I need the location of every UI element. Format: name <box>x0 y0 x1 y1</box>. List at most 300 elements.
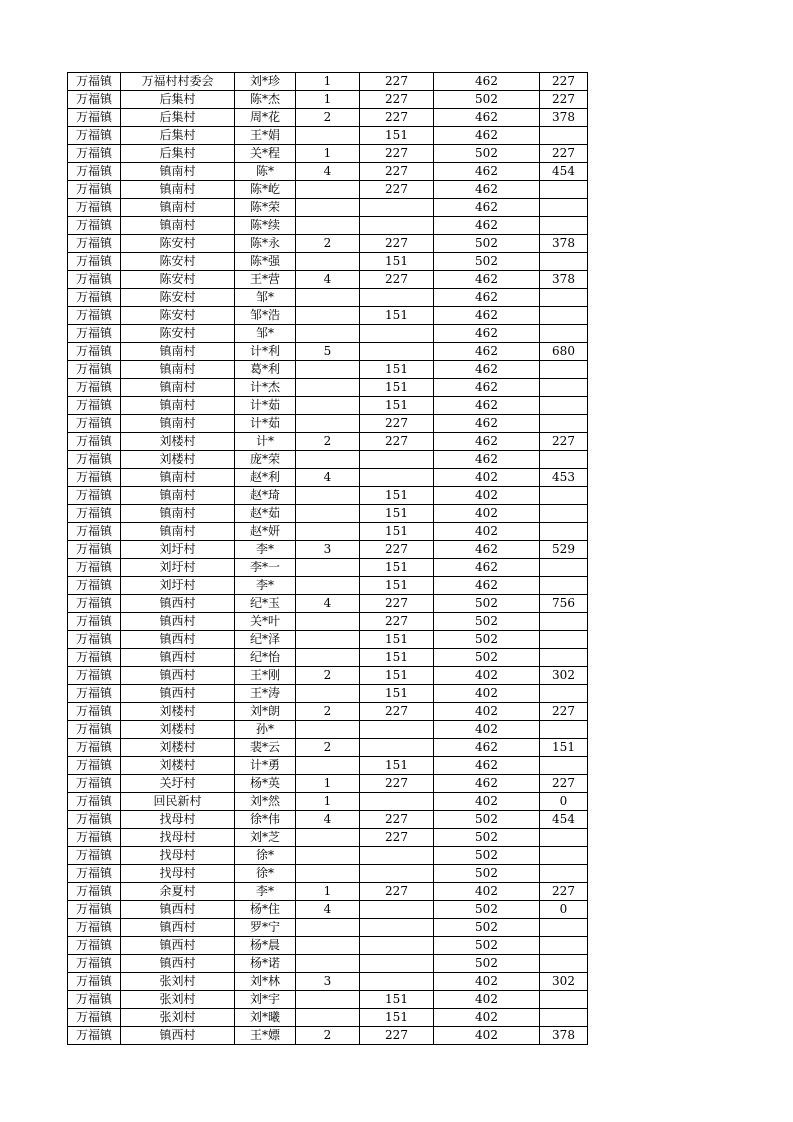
name-cell: 陈*强 <box>235 253 296 271</box>
amount-b-cell: 462 <box>434 361 540 379</box>
table-row <box>68 397 588 415</box>
table-row <box>68 181 588 199</box>
amount-a-cell: 227 <box>360 811 434 829</box>
amount-a-cell: 227 <box>360 181 434 199</box>
village-cell: 镇南村 <box>121 487 235 505</box>
amount-b-cell: 502 <box>434 847 540 865</box>
town-cell: 万福镇 <box>68 523 121 541</box>
village-cell: 刘楼村 <box>121 721 235 739</box>
amount-b-cell: 502 <box>434 235 540 253</box>
amount-b-cell: 402 <box>434 505 540 523</box>
table-row <box>68 901 588 919</box>
amount-a-cell <box>360 955 434 973</box>
village-cell: 镇西村 <box>121 649 235 667</box>
name-cell: 王*娟 <box>235 127 296 145</box>
amount-b-cell: 402 <box>434 469 540 487</box>
town-cell: 万福镇 <box>68 433 121 451</box>
amount-a-cell: 151 <box>360 649 434 667</box>
village-cell: 镇南村 <box>121 379 235 397</box>
table-row <box>68 307 588 325</box>
count-cell: 4 <box>296 901 360 919</box>
amount-c-cell <box>540 523 588 541</box>
table-row <box>68 145 588 163</box>
table-row <box>68 289 588 307</box>
table-row <box>68 577 588 595</box>
table-row <box>68 595 588 613</box>
table-row <box>68 541 588 559</box>
count-cell <box>296 721 360 739</box>
amount-a-cell <box>360 973 434 991</box>
name-cell: 王*刚 <box>235 667 296 685</box>
amount-a-cell: 227 <box>360 271 434 289</box>
town-cell: 万福镇 <box>68 829 121 847</box>
village-cell: 找母村 <box>121 865 235 883</box>
name-cell: 纪*怡 <box>235 649 296 667</box>
name-cell: 邹* <box>235 325 296 343</box>
table-row <box>68 253 588 271</box>
name-cell: 杨*住 <box>235 901 296 919</box>
town-cell: 万福镇 <box>68 649 121 667</box>
amount-b-cell: 402 <box>434 487 540 505</box>
town-cell: 万福镇 <box>68 865 121 883</box>
village-cell: 后集村 <box>121 109 235 127</box>
town-cell: 万福镇 <box>68 685 121 703</box>
name-cell: 纪*泽 <box>235 631 296 649</box>
amount-c-cell: 0 <box>540 793 588 811</box>
count-cell <box>296 199 360 217</box>
amount-c-cell <box>540 631 588 649</box>
count-cell: 1 <box>296 793 360 811</box>
name-cell: 李*一 <box>235 559 296 577</box>
amount-a-cell: 151 <box>360 577 434 595</box>
name-cell: 刘*宇 <box>235 991 296 1009</box>
count-cell: 5 <box>296 343 360 361</box>
town-cell: 万福镇 <box>68 487 121 505</box>
amount-b-cell: 402 <box>434 991 540 1009</box>
table-row <box>68 415 588 433</box>
town-cell: 万福镇 <box>68 397 121 415</box>
town-cell: 万福镇 <box>68 343 121 361</box>
table-row <box>68 109 588 127</box>
table-row <box>68 613 588 631</box>
count-cell: 1 <box>296 145 360 163</box>
name-cell: 邹* <box>235 289 296 307</box>
amount-c-cell <box>540 253 588 271</box>
table-row <box>68 1009 588 1027</box>
amount-c-cell: 378 <box>540 271 588 289</box>
village-cell: 后集村 <box>121 145 235 163</box>
name-cell: 陈*永 <box>235 235 296 253</box>
table-row <box>68 361 588 379</box>
amount-c-cell <box>540 649 588 667</box>
table-row <box>68 829 588 847</box>
name-cell: 庞*荣 <box>235 451 296 469</box>
village-cell: 陈安村 <box>121 271 235 289</box>
amount-b-cell: 462 <box>434 127 540 145</box>
amount-a-cell: 227 <box>360 829 434 847</box>
amount-b-cell: 402 <box>434 883 540 901</box>
name-cell: 王*涛 <box>235 685 296 703</box>
count-cell: 2 <box>296 433 360 451</box>
count-cell: 1 <box>296 883 360 901</box>
table-row <box>68 973 588 991</box>
count-cell: 3 <box>296 973 360 991</box>
name-cell: 计*利 <box>235 343 296 361</box>
amount-b-cell: 462 <box>434 307 540 325</box>
table-row <box>68 631 588 649</box>
amount-a-cell: 151 <box>360 361 434 379</box>
town-cell: 万福镇 <box>68 595 121 613</box>
name-cell: 徐*伟 <box>235 811 296 829</box>
count-cell <box>296 865 360 883</box>
amount-c-cell <box>540 937 588 955</box>
table-row <box>68 793 588 811</box>
count-cell <box>296 127 360 145</box>
amount-b-cell: 402 <box>434 721 540 739</box>
amount-a-cell: 227 <box>360 613 434 631</box>
town-cell: 万福镇 <box>68 901 121 919</box>
table-row <box>68 937 588 955</box>
amount-c-cell: 378 <box>540 109 588 127</box>
name-cell: 纪*玉 <box>235 595 296 613</box>
amount-b-cell: 402 <box>434 1027 540 1045</box>
amount-a-cell <box>360 343 434 361</box>
amount-c-cell <box>540 865 588 883</box>
village-cell: 找母村 <box>121 811 235 829</box>
count-cell: 2 <box>296 703 360 721</box>
town-cell: 万福镇 <box>68 307 121 325</box>
count-cell: 2 <box>296 235 360 253</box>
table-row <box>68 865 588 883</box>
amount-b-cell: 502 <box>434 829 540 847</box>
amount-c-cell <box>540 451 588 469</box>
village-cell: 镇西村 <box>121 919 235 937</box>
amount-c-cell <box>540 505 588 523</box>
table-row <box>68 757 588 775</box>
amount-a-cell: 151 <box>360 523 434 541</box>
count-cell <box>296 181 360 199</box>
amount-a-cell: 227 <box>360 433 434 451</box>
table-row <box>68 343 588 361</box>
amount-b-cell: 502 <box>434 955 540 973</box>
town-cell: 万福镇 <box>68 181 121 199</box>
amount-a-cell: 151 <box>360 559 434 577</box>
name-cell: 李* <box>235 577 296 595</box>
name-cell: 王*营 <box>235 271 296 289</box>
count-cell <box>296 829 360 847</box>
amount-c-cell: 302 <box>540 667 588 685</box>
amount-a-cell: 227 <box>360 1027 434 1045</box>
amount-a-cell: 151 <box>360 685 434 703</box>
amount-b-cell: 462 <box>434 163 540 181</box>
name-cell: 杨*英 <box>235 775 296 793</box>
amount-a-cell <box>360 901 434 919</box>
town-cell: 万福镇 <box>68 415 121 433</box>
amount-b-cell: 502 <box>434 937 540 955</box>
town-cell: 万福镇 <box>68 775 121 793</box>
amount-a-cell: 227 <box>360 163 434 181</box>
village-cell: 镇南村 <box>121 217 235 235</box>
table-row <box>68 955 588 973</box>
count-cell <box>296 631 360 649</box>
count-cell: 4 <box>296 271 360 289</box>
count-cell: 1 <box>296 91 360 109</box>
amount-b-cell: 462 <box>434 379 540 397</box>
table-row <box>68 91 588 109</box>
amount-c-cell: 453 <box>540 469 588 487</box>
amount-a-cell <box>360 325 434 343</box>
name-cell: 计*茹 <box>235 415 296 433</box>
count-cell: 4 <box>296 469 360 487</box>
town-cell: 万福镇 <box>68 937 121 955</box>
amount-c-cell <box>540 397 588 415</box>
table-row <box>68 775 588 793</box>
town-cell: 万福镇 <box>68 559 121 577</box>
village-cell: 关圩村 <box>121 775 235 793</box>
amount-a-cell <box>360 793 434 811</box>
amount-c-cell <box>540 307 588 325</box>
village-cell: 找母村 <box>121 829 235 847</box>
amount-c-cell: 227 <box>540 433 588 451</box>
count-cell <box>296 613 360 631</box>
town-cell: 万福镇 <box>68 703 121 721</box>
count-cell <box>296 307 360 325</box>
count-cell: 4 <box>296 163 360 181</box>
count-cell <box>296 415 360 433</box>
amount-c-cell <box>540 415 588 433</box>
amount-a-cell: 227 <box>360 415 434 433</box>
village-cell: 陈安村 <box>121 235 235 253</box>
town-cell: 万福镇 <box>68 631 121 649</box>
village-cell: 刘圩村 <box>121 541 235 559</box>
amount-b-cell: 462 <box>434 325 540 343</box>
amount-c-cell <box>540 757 588 775</box>
amount-a-cell <box>360 199 434 217</box>
table-row <box>68 271 588 289</box>
town-cell: 万福镇 <box>68 253 121 271</box>
town-cell: 万福镇 <box>68 883 121 901</box>
name-cell: 计* <box>235 433 296 451</box>
count-cell <box>296 379 360 397</box>
town-cell: 万福镇 <box>68 145 121 163</box>
table-row <box>68 487 588 505</box>
village-cell: 张刘村 <box>121 991 235 1009</box>
amount-a-cell <box>360 919 434 937</box>
amount-a-cell: 151 <box>360 631 434 649</box>
amount-b-cell: 462 <box>434 415 540 433</box>
name-cell: 陈* <box>235 163 296 181</box>
count-cell <box>296 577 360 595</box>
village-cell: 刘楼村 <box>121 433 235 451</box>
town-cell: 万福镇 <box>68 451 121 469</box>
name-cell: 关*程 <box>235 145 296 163</box>
amount-b-cell: 402 <box>434 703 540 721</box>
name-cell: 刘*林 <box>235 973 296 991</box>
amount-b-cell: 502 <box>434 253 540 271</box>
amount-b-cell: 402 <box>434 793 540 811</box>
amount-c-cell <box>540 289 588 307</box>
name-cell: 邹*浩 <box>235 307 296 325</box>
name-cell: 徐* <box>235 847 296 865</box>
village-cell: 回民新村 <box>121 793 235 811</box>
count-cell <box>296 685 360 703</box>
amount-c-cell: 227 <box>540 883 588 901</box>
village-cell: 刘楼村 <box>121 703 235 721</box>
town-cell: 万福镇 <box>68 235 121 253</box>
amount-c-cell: 227 <box>540 703 588 721</box>
count-cell <box>296 1009 360 1027</box>
village-cell: 镇南村 <box>121 415 235 433</box>
table-row <box>68 649 588 667</box>
town-cell: 万福镇 <box>68 73 121 91</box>
count-cell: 2 <box>296 109 360 127</box>
village-cell: 陈安村 <box>121 253 235 271</box>
amount-a-cell: 227 <box>360 145 434 163</box>
amount-c-cell <box>540 955 588 973</box>
amount-c-cell <box>540 991 588 1009</box>
table-row <box>68 505 588 523</box>
amount-c-cell <box>540 1009 588 1027</box>
amount-a-cell: 151 <box>360 1009 434 1027</box>
village-cell: 镇西村 <box>121 685 235 703</box>
town-cell: 万福镇 <box>68 739 121 757</box>
village-cell: 后集村 <box>121 91 235 109</box>
name-cell: 杨*晨 <box>235 937 296 955</box>
name-cell: 计*勇 <box>235 757 296 775</box>
name-cell: 赵*琦 <box>235 487 296 505</box>
amount-b-cell: 502 <box>434 613 540 631</box>
town-cell: 万福镇 <box>68 667 121 685</box>
amount-b-cell: 502 <box>434 649 540 667</box>
village-cell: 镇南村 <box>121 361 235 379</box>
table-row <box>68 73 588 91</box>
town-cell: 万福镇 <box>68 919 121 937</box>
amount-a-cell: 227 <box>360 235 434 253</box>
amount-a-cell: 151 <box>360 307 434 325</box>
town-cell: 万福镇 <box>68 541 121 559</box>
amount-b-cell: 462 <box>434 433 540 451</box>
village-cell: 镇西村 <box>121 955 235 973</box>
amount-c-cell <box>540 847 588 865</box>
town-cell: 万福镇 <box>68 361 121 379</box>
amount-b-cell: 462 <box>434 289 540 307</box>
town-cell: 万福镇 <box>68 469 121 487</box>
data-table <box>67 72 588 1045</box>
amount-b-cell: 462 <box>434 739 540 757</box>
village-cell: 刘圩村 <box>121 577 235 595</box>
name-cell: 陈*续 <box>235 217 296 235</box>
count-cell <box>296 253 360 271</box>
table-row <box>68 199 588 217</box>
amount-a-cell: 151 <box>360 991 434 1009</box>
town-cell: 万福镇 <box>68 1027 121 1045</box>
amount-b-cell: 502 <box>434 865 540 883</box>
count-cell: 2 <box>296 1027 360 1045</box>
amount-c-cell <box>540 559 588 577</box>
amount-a-cell <box>360 865 434 883</box>
amount-b-cell: 462 <box>434 343 540 361</box>
amount-b-cell: 402 <box>434 523 540 541</box>
name-cell: 赵*茹 <box>235 505 296 523</box>
table-row <box>68 847 588 865</box>
table-row <box>68 1027 588 1045</box>
name-cell: 周*花 <box>235 109 296 127</box>
town-cell: 万福镇 <box>68 217 121 235</box>
amount-c-cell: 151 <box>540 739 588 757</box>
town-cell: 万福镇 <box>68 973 121 991</box>
amount-b-cell: 462 <box>434 757 540 775</box>
count-cell: 2 <box>296 739 360 757</box>
amount-b-cell: 462 <box>434 559 540 577</box>
amount-b-cell: 502 <box>434 811 540 829</box>
name-cell: 陈*荣 <box>235 199 296 217</box>
amount-b-cell: 462 <box>434 577 540 595</box>
name-cell: 徐* <box>235 865 296 883</box>
amount-c-cell: 227 <box>540 145 588 163</box>
amount-a-cell <box>360 289 434 307</box>
amount-c-cell <box>540 199 588 217</box>
amount-a-cell: 151 <box>360 505 434 523</box>
table-row <box>68 469 588 487</box>
amount-b-cell: 462 <box>434 271 540 289</box>
amount-b-cell: 502 <box>434 91 540 109</box>
amount-a-cell <box>360 937 434 955</box>
amount-b-cell: 502 <box>434 901 540 919</box>
name-cell: 赵*利 <box>235 469 296 487</box>
village-cell: 陈安村 <box>121 289 235 307</box>
amount-c-cell <box>540 919 588 937</box>
village-cell: 镇西村 <box>121 595 235 613</box>
village-cell: 后集村 <box>121 127 235 145</box>
town-cell: 万福镇 <box>68 757 121 775</box>
village-cell: 镇西村 <box>121 1027 235 1045</box>
name-cell: 刘*朗 <box>235 703 296 721</box>
count-cell <box>296 955 360 973</box>
count-cell: 1 <box>296 73 360 91</box>
village-cell: 陈安村 <box>121 307 235 325</box>
village-cell: 刘楼村 <box>121 451 235 469</box>
amount-c-cell: 227 <box>540 73 588 91</box>
town-cell: 万福镇 <box>68 505 121 523</box>
village-cell: 镇南村 <box>121 199 235 217</box>
amount-b-cell: 402 <box>434 1009 540 1027</box>
count-cell <box>296 991 360 1009</box>
amount-b-cell: 462 <box>434 199 540 217</box>
count-cell <box>296 757 360 775</box>
amount-b-cell: 462 <box>434 73 540 91</box>
amount-a-cell <box>360 469 434 487</box>
amount-c-cell <box>540 127 588 145</box>
amount-a-cell: 227 <box>360 109 434 127</box>
amount-c-cell: 529 <box>540 541 588 559</box>
town-cell: 万福镇 <box>68 1009 121 1027</box>
amount-b-cell: 402 <box>434 973 540 991</box>
name-cell: 赵*妍 <box>235 523 296 541</box>
village-cell: 万福村村委会 <box>121 73 235 91</box>
town-cell: 万福镇 <box>68 847 121 865</box>
village-cell: 刘楼村 <box>121 739 235 757</box>
amount-a-cell: 151 <box>360 667 434 685</box>
amount-c-cell: 680 <box>540 343 588 361</box>
village-cell: 镇南村 <box>121 397 235 415</box>
town-cell: 万福镇 <box>68 991 121 1009</box>
table-row <box>68 235 588 253</box>
count-cell <box>296 847 360 865</box>
amount-a-cell: 227 <box>360 73 434 91</box>
village-cell: 镇南村 <box>121 505 235 523</box>
amount-b-cell: 502 <box>434 145 540 163</box>
name-cell: 刘*然 <box>235 793 296 811</box>
